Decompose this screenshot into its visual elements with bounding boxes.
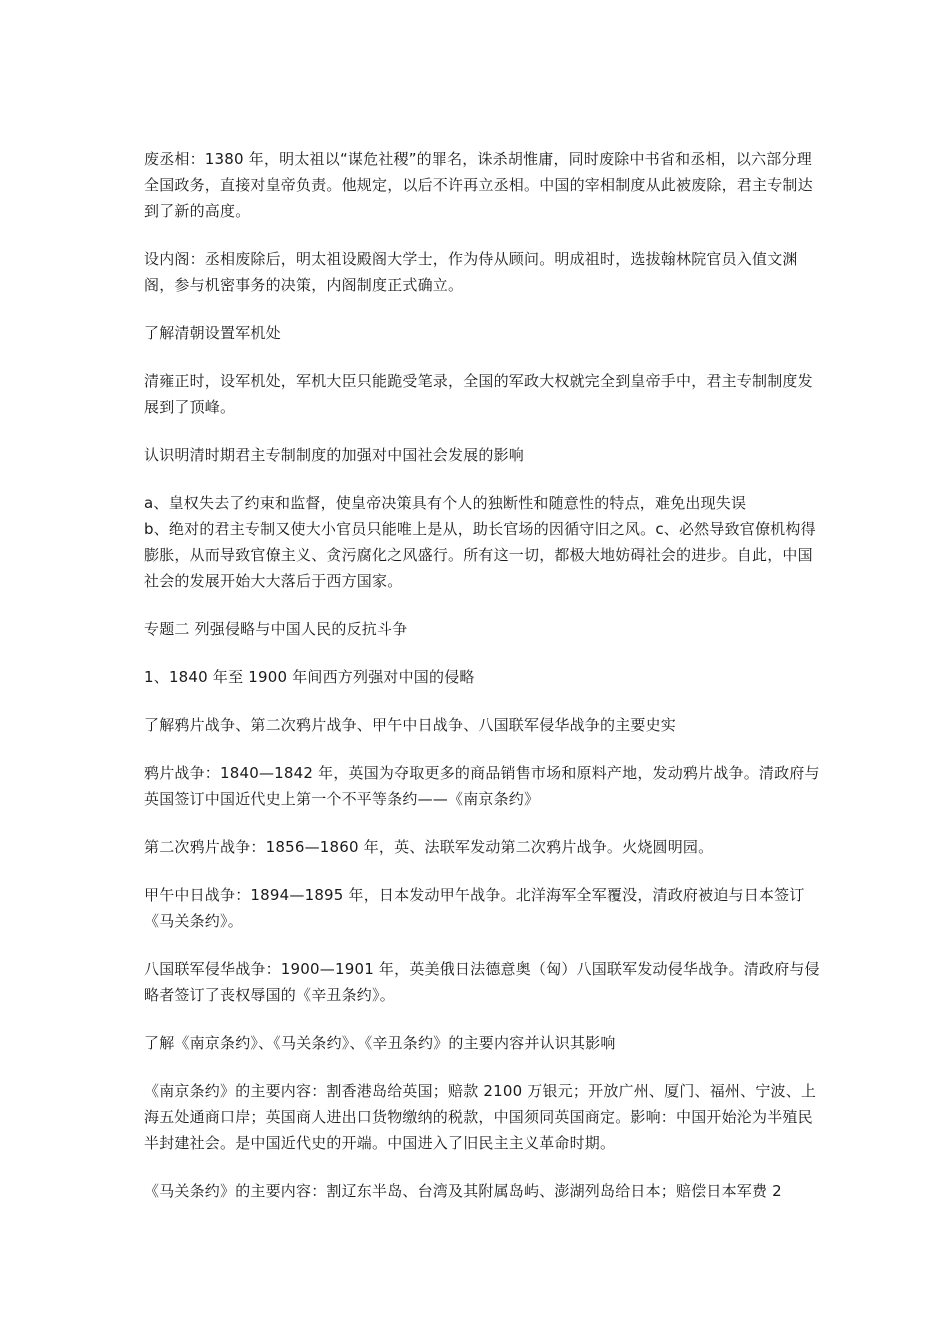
paragraph-treaty-nanjing: 《南京条约》的主要内容：割香港岛给英国；赔款 2100 万银元；开放广州、厦门、福州、宁波、上海五处通商口岸；英国商人进出口货物缴纳的税款，中国须同英国商定。影响：中国开始沦为半殖民半封建社会。是中国近代史的开端。中国进入了旧民主主义革命时期。 [144,1082,817,1152]
paragraph-opium-war: 鸦片战争：1840—1842 年，英国为夺取更多的商品销售市场和原料产地，发动鸦片战争。清政府与英国签订中国近代史上第一个不平等条约——《南京条约》 [144,764,820,808]
paragraph-heading-grand-council: 了解清朝设置军机处 [144,324,281,342]
paragraph-treaty-shimonoseki: 《马关条约》的主要内容：割辽东半岛、台湾及其附属岛屿、澎湖列岛给日本；赔偿日本军费 2 [144,1182,782,1200]
paragraph-grand-secretariat: 设内阁：丞相废除后，明太祖设殿阁大学士，作为侍从顾问。明成祖时，选拔翰林院官员入值文渊阁，参与机密事务的决策，内阁制度正式确立。 [144,250,798,294]
paragraph-heading-autocracy-impact: 认识明清时期君主专制制度的加强对中国社会发展的影响 [144,446,525,464]
paragraph-abolish-chancellor: 废丞相：1380 年，明太祖以“谋危社稷”的罪名，诛杀胡惟庸，同时废除中书省和丞相，以六部分理全国政务，直接对皇帝负责。他规定，以后不许再立丞相。中国的宰相制度从此被废除，君主专制达到了新的高度。 [144,150,813,220]
paragraph-topic-two: 专题二 列强侵略与中国人民的反抗斗争 [144,620,408,638]
paragraph-grand-council: 清雍正时，设军机处，军机大臣只能跪受笔录，全国的军政大权就完全到皇帝手中，君主专制制度发展到了顶峰。 [144,372,813,416]
paragraph-heading-wars: 了解鸦片战争、第二次鸦片战争、甲午中日战争、八国联军侵华战争的主要史实 [144,716,677,734]
paragraph-section-one: 1、1840 年至 1900 年间西方列强对中国的侵略 [144,668,475,686]
paragraph-sino-japanese-war: 甲午中日战争：1894—1895 年，日本发动甲午战争。北洋海军全军覆没，清政府被迫与日本签订《马关条约》。 [144,886,805,930]
paragraph-autocracy-impact: a、皇权失去了约束和监督，使皇帝决策具有个人的独断性和随意性的特点，难免出现失误 b、绝对的君主专制又使大小官员只能唯上是从，助长官场的因循守旧之风。c、必然导致官僚机构得膨胀，从而导致官僚主义、贪污腐化之风盛行。所有这一切，都极大地妨碍社会的进步。自此，中国社会的发展开始大大落后于西方国家。 [144,494,816,590]
paragraph-second-opium-war: 第二次鸦片战争：1856—1860 年，英、法联军发动第二次鸦片战争。火烧圆明园。 [144,838,714,856]
paragraph-heading-treaties: 了解《南京条约》、《马关条约》、《辛丑条约》的主要内容并认识其影响 [144,1034,616,1052]
paragraph-eight-nation-alliance: 八国联军侵华战争：1900—1901 年，英美俄日法德意奥（匈）八国联军发动侵华战争。清政府与侵略者签订了丧权辱国的《辛丑条约》。 [144,960,820,1004]
document-page [144,146,824,1226]
